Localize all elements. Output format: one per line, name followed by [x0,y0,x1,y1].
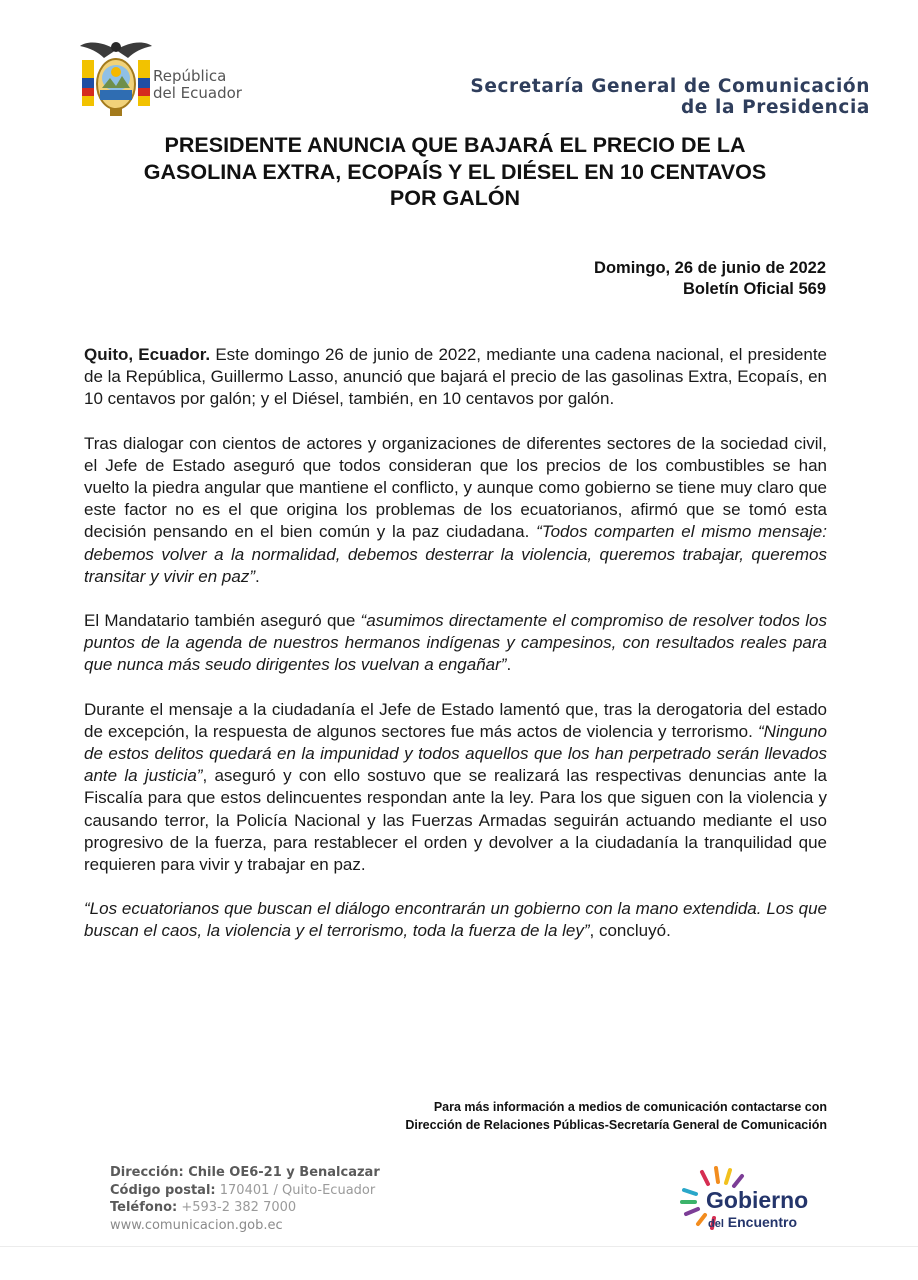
republica-line-2: del Ecuador [153,84,242,102]
article-body [84,344,827,965]
logo-subtitle [708,1214,797,1232]
footer-telefono [110,1199,380,1217]
paragraph-1-text: Este domingo 26 de junio de 2022, mediante una cadena nacional, el presidente de la República, Guillermo Lasso, anunció que bajará el precio de las gasolinas Extra, Ecopaís, en 10 centavos por galón; y el Diésel, también, en 10 centavos por galón. [84,345,828,409]
date-text: Domingo, 26 de junio de 2022 [594,259,826,277]
page-title [80,132,830,212]
logo-gobierno-text: Gobierno [706,1187,809,1213]
paragraph-3 [84,610,827,677]
footer-postal [110,1182,380,1200]
paragraph-1 [84,344,827,411]
document-header [0,0,918,125]
paragraph-3-quote: “asumimos directamente el compromiso de resolver todos los puntos de la agenda de nuestros hermanos indígenas y campesinos, con resultados reales para que nunca más seudo dirigentes los vuelvan a engañar” [84,611,827,675]
paragraph-4-text: Durante el mensaje a la ciudadanía el Jefe de Estado lamentó que, tras la derogatoria del estado de excepción, la respuesta de algunos sectores fue más actos de violencia y terrorismo. [84,699,827,741]
paragraph-4-end: , aseguró y con ello sostuvo que se realizará las respectivas denuncias ante la Fiscalía para que estos delincuentes respondan ante la ley. Para los que siguen con la violencia y causando terror, la Policía Nacional y las Fuerzas Armadas seguirán actuando mediante el uso progresivo de la fuerza, para restablecer el orden y devolver a la ciudadanía la tranquilidad que requieren para vivir y trabajar en paz. [84,766,827,875]
paragraph-4 [84,699,827,877]
paragraph-5-end: , concluyó. [589,921,671,941]
secretaria-line-1: Secretaría General de Comunicación [470,76,870,97]
media-contact-note [405,1098,827,1134]
paragraph-2-text: Tras dialogar con cientos de actores y organizaciones de diferentes sectores de la sociedad civil, el Jefe de Estado aseguró que todos consideran que los precios de los combustibles se han vuelto la piedra angular que mantiene el conflicto, y aunque como gobierno se tiene muy claro que este factor no es el que origina los problemas de los ecuatorianos, afirmó que se tomó esta decisión pensando en el bien común y la paz ciudadana. [84,433,827,542]
date-block [594,258,826,300]
contact-line-2: Dirección de Relaciones Públicas-Secretaría General de Comunicación [405,1118,827,1132]
website-link[interactable]: www.comunicacion.gob.ec [110,1217,283,1233]
paragraph-4-quote: “Ninguno de estos delitos quedará en la impunidad y todos aquellos que los han perpetrado serán llevados ante la justicia” [84,721,827,786]
contact-line-1: Para más información a medios de comunicación contactarse con [433,1100,827,1114]
paragraph-2-quote: “Todos comparten el mismo mensaje: debemos volver a la normalidad, debemos desterrar la violencia, queremos trabajar, queremos transitar y vivir en paz” [84,522,827,586]
direccion-value: Chile OE6-21 y Benalcazar [183,1165,380,1180]
paragraph-2-end: . [255,566,260,586]
postal-label: Código postal: [110,1182,216,1198]
telefono-label: Teléfono: [110,1200,178,1215]
secretaria-label [470,76,870,118]
ecuador-coat-of-arms-icon [78,38,154,122]
title-line-2: GASOLINA EXTRA, ECOPAÍS Y EL DIÉSEL EN 10 CENTAVOS [143,159,767,184]
paragraph-3-text: El Mandatario también aseguró que [84,611,361,631]
paragraph-5 [84,898,827,942]
republica-del-ecuador-label [153,68,242,102]
bulletin-number: Boletín Oficial 569 [682,280,826,298]
dateline: Quito, Ecuador. [84,345,211,364]
paragraph-3-end: . [506,655,512,675]
postal-value: 170401 / Quito-Ecuador [215,1182,376,1198]
paragraph-5-quote: “Los ecuatorianos que buscan el diálogo encontrarán un gobierno con la mano extendida. Los que buscan el caos, la violencia y el terrorismo, toda la fuerza de la ley” [84,899,827,941]
logo-encuentro-text: Encuentro [727,1214,798,1230]
title-line-3: POR GALÓN [389,186,521,210]
title-line-1: PRESIDENTE ANUNCIA QUE BAJARÁ EL PRECIO DE LA [164,133,746,157]
footer-direccion [110,1164,380,1182]
secretaria-line-2: de la Presidencia [680,97,870,118]
logo-del-text: del [708,1218,724,1230]
republica-line-1: República [153,67,227,85]
telefono-value: +593-2 382 7000 [177,1200,297,1215]
footer-address [110,1164,380,1234]
paragraph-2 [84,433,827,588]
page-divider [0,1246,918,1247]
direccion-label: Dirección: [110,1165,184,1180]
